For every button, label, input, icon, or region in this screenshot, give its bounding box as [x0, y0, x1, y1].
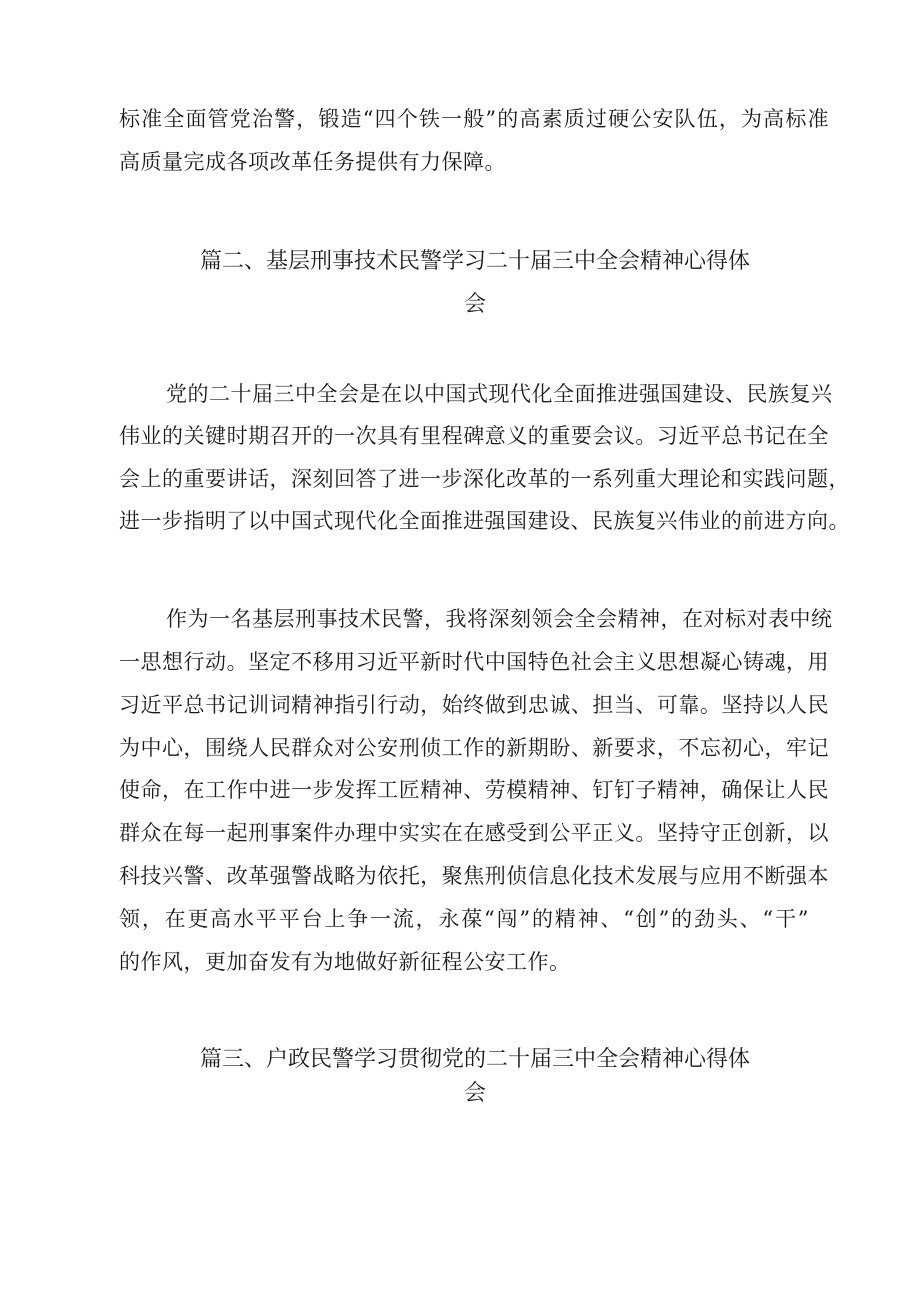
intro-line-1: 标准全面管党治警，锻造“四个铁一般”的高素质过硬公安队伍，为高标准 — [119, 107, 829, 131]
section2-title-line-2: 会 — [463, 292, 486, 317]
section2-p1-line-4: 进一步指明了以中国式现代化全面推进强国建设、民族复兴伟业的前进方向。 — [119, 509, 850, 533]
section2-p1-line-3: 会上的重要讲话，深刻回答了进一步深化改革的一系列重大理论和实践问题， — [119, 467, 850, 491]
section3-title-line-1: 篇三、户政民警学习贯彻党的二十届三中全会精神心得体 — [199, 1047, 750, 1072]
section2-p2-line-6: 群众在每一起刑事案件办理中实实在在感受到公平正义。坚持守正创新，以 — [119, 821, 829, 845]
section2-p2-line-9: 的作风，更加奋发有为地做好新征程公安工作。 — [119, 950, 571, 974]
section2-p2-line-2: 一思想行动。坚定不移用习近平新时代中国特色社会主义思想凝心铸魂，用 — [119, 650, 829, 674]
intro-line-2: 高质量完成各项改革任务提供有力保障。 — [119, 150, 506, 174]
section2-p2-line-1: 作为一名基层刑事技术民警，我将深刻领会全会精神，在对标对表中统 — [166, 607, 833, 631]
section2-p2-line-8: 领，在更高水平平台上争一流，永葆“闯”的精神、“创”的劲头、“干” — [119, 907, 809, 931]
section2-p2-line-7: 科技兴警、改革强警战略为依托，聚焦刑侦信息化技术发展与应用不断强本 — [119, 864, 829, 888]
section2-p2-line-5: 使命，在工作中进一步发挥工匠精神、劳模精神、钉钉子精神，确保让人民 — [119, 778, 829, 802]
section2-p1-line-2: 伟业的关键时期召开的一次具有里程碑意义的重要会议。习近平总书记在全 — [119, 424, 829, 448]
section2-p1-line-1: 党的二十届三中全会是在以中国式现代化全面推进强国建设、民族复兴 — [166, 382, 833, 406]
section2-p2-line-4: 为中心，围绕人民群众对公安刑侦工作的新期盼、新要求，不忘初心，牢记 — [119, 736, 829, 760]
section2-p2-line-3: 习近平总书记训词精神指引行动，始终做到忠诚、担当、可靠。坚持以人民 — [119, 693, 829, 717]
section3-title-line-2: 会 — [463, 1081, 486, 1106]
section2-title-line-1: 篇二、基层刑事技术民警学习二十届三中全会精神心得体 — [199, 249, 750, 274]
